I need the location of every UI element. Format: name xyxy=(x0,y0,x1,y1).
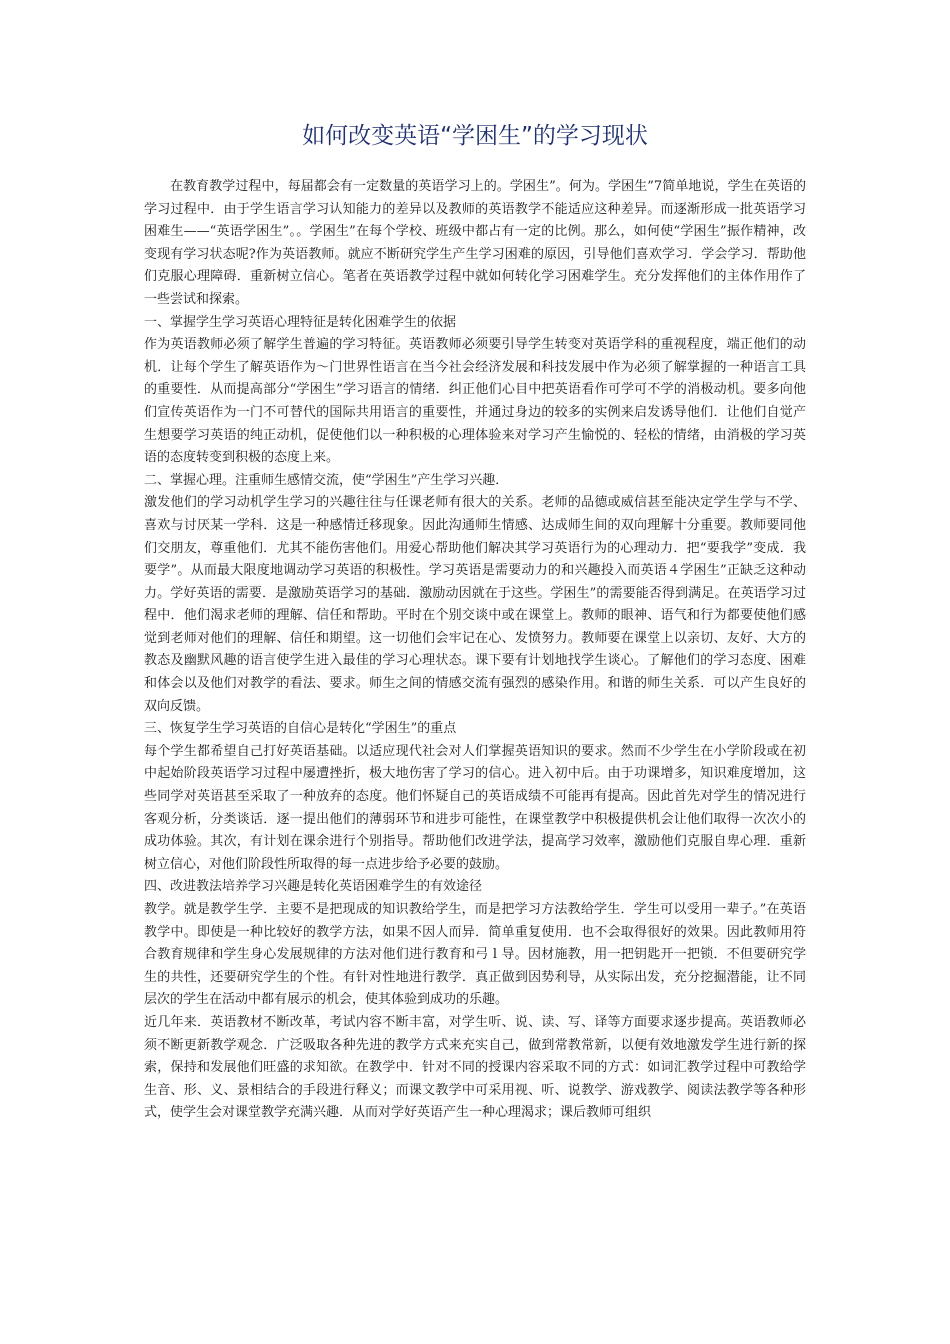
section-3-paragraph: 每个学生都希望自己打好英语基础。以适应现代社会对人们掌握英语知识的要求。然而不少学生在小学阶段或在初中起始阶段英语学习过程中屡遭挫折，极大地伤害了学习的信心。进入初中后。由于功课增多，知识难度增加，这些同学对英语甚至采取了一种放弃的态度。他们怀疑自己的英语成绩不可能再有提高。因此首先对学生的情况进行客观分析，分类谈话．逐一提出他们的薄弱环节和进步可能性，在课堂教学中积极提供机会让他们取得一次次小的成功体验。其次，有计划在课余进行个别指导。帮助他们改进学法，提高学习效率，激励他们克服自卑心理．重新树立信心，对他们阶段性所取得的每一点进步给予必要的鼓励。 xyxy=(144,743,806,872)
section-4-paragraph-2: 近几年来．英语教材不断改革，考试内容不断丰富，对学生听、说、读、写、译等方面要求逐步提高。英语教师必须不断更新教学观念．广泛吸取各种先进的教学方式来充实自己，做到常教常新，以便有效地激发学生进行新的探索，保持和发展他们旺盛的求知欲。在教学中．针对不同的授课内容采取不同的方式：如词汇教学过程中可教给学生音、形、义、景相结合的手段进行释义；而课文教学中可采用视、听、说教学、游戏教学、阅读法教学等各种形式，使学生会对课堂教学充满兴趣．从而对学好英语产生一种心理渴求；课后教师可组织 xyxy=(144,1014,806,1121)
document-body xyxy=(144,176,806,1125)
section-2-paragraph: 激发他们的学习动机学生学习的兴趣往往与任课老师有很大的关系。老师的品德或威信甚至能决定学生学与不学、喜欢与讨厌某一学科．这是一种感情迁移现象。因此沟通师生情感、达成师生间的双向理解十分重要。教师要同他们交朋友，尊重他们．尤其不能伤害他们。用爱心帮助他们解决其学习英语行为的心理动力．把“要我学”变成．我要学”。从而最大限度地调动学习英语的积极性。学习英语是需要动力的和兴趣投入而英语４学困生”正缺乏这种动力。学好英语的需要．是激励英语学习的基础．激励动因就在于这些。学困生”的需要能否得到满足。在英语学习过程中．他们渴求老师的理解、信任和帮助。平时在个别交谈中或在课堂上。教师的眼神、语气和行为都要使他们感觉到老师对他们的理解、信任和期望。这一切他们会牢记在心、发愤努力。教师要在课堂上以亲切、友好、大方的教态及幽默风趣的语言使学生进入最佳的学习心理状态。课下要有计划地找学生谈心。了解他们的学习态度、困难和体会以及他们对教学的看法、要求。师生之间的情感交流有强烈的感染作用。和谐的师生关系．可以产生良好的双向反馈。 xyxy=(144,495,806,714)
section-1-paragraph: 作为英语教师必须了解学生普遍的学习特征。英语教师必须要引导学生转变对英语学科的重视程度，端正他们的动机．让每个学生了解英语作为～门世界性语言在当今社会经济发展和科技发展中作为必须了解掌握的一种语言工具的重要性．从而提高部分“学困生”学习语言的情绪．纠正他们心目中把英语看作可学可不学的消极动机。要多向他们宣传英语作为一门不可替代的国际共用语言的重要性，并通过身边的较多的实例来启发诱导他们．让他们自觉产生想要学习英语的纯正动机，促使他们以一种积极的心理体验来对学习产生愉悦的、轻松的情绪，由消极的学习英语的态度转变到积极的态度上来。 xyxy=(144,337,806,466)
section-4-paragraph-1: 教学。就是教学生学．主要不是把现成的知识教给学生，而是把学习方法教给学生．学生可以受用一辈子。”在英语教学中。即使是一种比较好的教学方法，如果不因人而异．简单重复使用．也不会取得很好的效果。因此教师用符合教育规律和学生身心发展规律的方法对他们进行教育和弓 l 导。因材施教，用一把钥匙开一把锁．不但要研究学生的共性，还要研究学生的个性。有针对性地进行教学．真正做到因势利导，从实际出发，充分挖掘潜能，让不同层次的学生在活动中都有展示的机会，使其体验到成功的乐趣。 xyxy=(144,902,806,1008)
section-heading-4: 四、改进教法培养学习兴趣是转化英语困难学生的有效途径 xyxy=(144,879,483,895)
section-heading-3: 三、恢复学生学习英语的自信心是转化“学困生”的重点 xyxy=(144,721,457,737)
document-title: 如何改变英语“学困生”的学习现状 xyxy=(302,123,648,149)
intro-paragraph: 在教育教学过程中，每届都会有一定数量的英语学习上的。学困生”。何为。学困生”7简单地说，学生在英语的学习过程中．由于学生语言学习认知能力的差异以及教师的英语教学不能适应这种差异。而逐渐形成一批英语学习困难生——“英语学困生”。。学困生”在每个学校、班级中都占有一定的比例。那么，如何使“学困生”振作精神，改变现有学习状态呢?作为英语教师。就应不断研究学生产生学习困难的原因，引导他们喜欢学习．学会学习．帮助他们克服心理障碍．重新树立信心。笔者在英语教学过程中就如何转化学习困难学生。充分发挥他们的主体作用作了一些尝试和探索。 xyxy=(144,179,806,307)
document-page xyxy=(144,118,806,1125)
section-heading-2: 二、掌握心理。注重师生感情交流，使“学困生”产生学习兴趣． xyxy=(144,472,509,488)
section-heading-1: 一、掌握学生学习英语心理特征是转化困难学生的依据 xyxy=(144,314,457,330)
